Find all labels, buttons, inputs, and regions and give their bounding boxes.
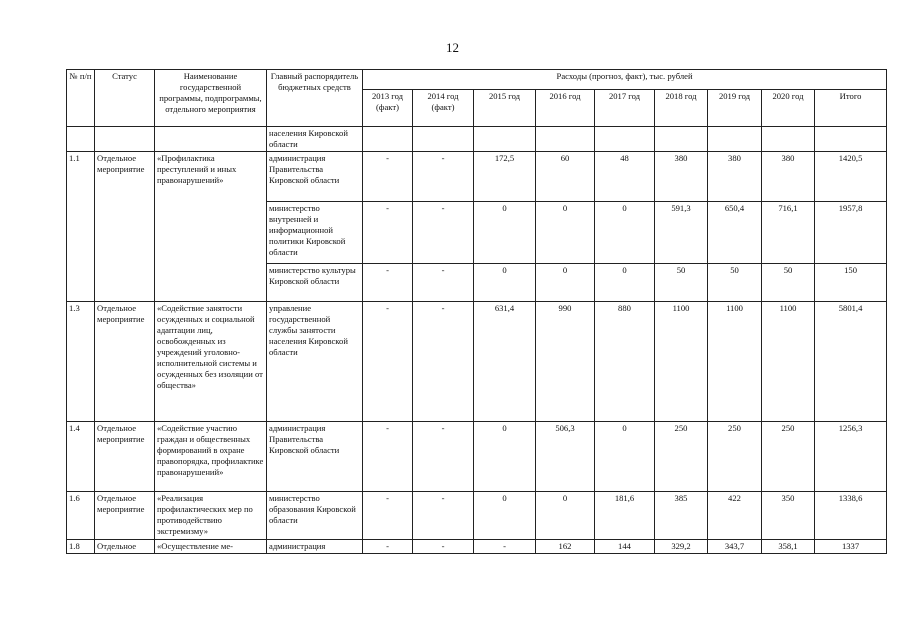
row-value: 144 [595, 540, 655, 554]
row-name: «Содействие занятости осужденных и социальной адаптации лиц, освобожденных из учреждений уголовно-исполнительной системы и осужденных без изоляции от общества» [155, 302, 267, 422]
row-value: 0 [536, 202, 595, 264]
row-value: 506,3 [536, 422, 595, 492]
row-value: 0 [536, 264, 595, 302]
header-year-5: 2018 год [655, 90, 708, 127]
row-value: 0 [474, 492, 536, 540]
row-value: 50 [655, 264, 708, 302]
row-value: - [413, 152, 474, 202]
row-value [815, 127, 887, 152]
row-value: 329,2 [655, 540, 708, 554]
header-status: Статус [95, 70, 155, 127]
row-value [536, 127, 595, 152]
row-number: 1.3 [67, 302, 95, 422]
header-expenses: Расходы (прогноз, факт), тыс. рублей [363, 70, 887, 90]
row-name: «Реализация профилактических мер по противодействию экстремизму» [155, 492, 267, 540]
row-value: 422 [708, 492, 762, 540]
table-row [67, 540, 887, 554]
row-value: - [363, 492, 413, 540]
row-manager: министерство культуры Кировской области [267, 264, 363, 302]
row-value [363, 127, 413, 152]
row-number: 1.1 [67, 152, 95, 302]
row-value: 250 [762, 422, 815, 492]
row-value: 172,5 [474, 152, 536, 202]
row-name: «Профилактика преступлений и иных правонарушений» [155, 152, 267, 302]
row-value: - [363, 264, 413, 302]
row-value: 350 [762, 492, 815, 540]
table-row [67, 492, 887, 540]
row-value: 48 [595, 152, 655, 202]
row-manager: населения Кировской области [267, 127, 363, 152]
row-value: - [363, 152, 413, 202]
row-manager: министерство образования Кировской области [267, 492, 363, 540]
row-number [67, 127, 95, 152]
row-value: - [413, 264, 474, 302]
table-row [67, 152, 887, 202]
row-value: 0 [474, 202, 536, 264]
row-value: 343,7 [708, 540, 762, 554]
header-year-4: 2017 год [595, 90, 655, 127]
row-value: 990 [536, 302, 595, 422]
row-value: 1957,8 [815, 202, 887, 264]
row-value: 1420,5 [815, 152, 887, 202]
row-status: Отдельное мероприятие [95, 302, 155, 422]
row-value: 162 [536, 540, 595, 554]
row-value: 250 [655, 422, 708, 492]
row-value: 60 [536, 152, 595, 202]
header-no: № п/п [67, 70, 95, 127]
header-manager: Главный распорядитель бюджетных средств [267, 70, 363, 127]
row-value: 358,1 [762, 540, 815, 554]
row-value: 380 [762, 152, 815, 202]
row-value [474, 127, 536, 152]
row-value: 716,1 [762, 202, 815, 264]
header-row-1 [67, 70, 887, 90]
row-value: - [363, 302, 413, 422]
row-number: 1.8 [67, 540, 95, 554]
row-value: 1337 [815, 540, 887, 554]
header-year-3: 2016 год [536, 90, 595, 127]
row-status: Отдельное [95, 540, 155, 554]
row-value: - [413, 302, 474, 422]
row-value: 0 [595, 202, 655, 264]
row-value: 380 [708, 152, 762, 202]
row-manager: администрация Правительства Кировской области [267, 422, 363, 492]
row-value: 5801,4 [815, 302, 887, 422]
row-value: - [363, 422, 413, 492]
row-value: 650,4 [708, 202, 762, 264]
header-year-6: 2019 год [708, 90, 762, 127]
header-year-1: 2014 год (факт) [413, 90, 474, 127]
row-value: - [363, 540, 413, 554]
row-value [655, 127, 708, 152]
row-value: 150 [815, 264, 887, 302]
row-value: 0 [595, 264, 655, 302]
row-value: 1338,6 [815, 492, 887, 540]
row-value: 181,6 [595, 492, 655, 540]
row-value: 50 [762, 264, 815, 302]
row-value: 880 [595, 302, 655, 422]
table-row [67, 422, 887, 492]
row-manager: управление государственной службы занятости населения Кировской области [267, 302, 363, 422]
row-status: Отдельное мероприятие [95, 492, 155, 540]
header-year-2: 2015 год [474, 90, 536, 127]
row-value: 0 [595, 422, 655, 492]
header-year-8: Итого [815, 90, 887, 127]
row-value: - [413, 422, 474, 492]
row-value: 1100 [708, 302, 762, 422]
page-number: 12 [446, 40, 459, 55]
row-value: 250 [708, 422, 762, 492]
row-status: Отдельное мероприятие [95, 152, 155, 302]
row-value: - [413, 202, 474, 264]
row-value: 380 [655, 152, 708, 202]
row-value: 385 [655, 492, 708, 540]
row-value [762, 127, 815, 152]
row-name [155, 127, 267, 152]
budget-table [66, 69, 887, 554]
row-manager: администрация [267, 540, 363, 554]
row-value: - [474, 540, 536, 554]
row-value: 1100 [762, 302, 815, 422]
table-row [67, 127, 887, 152]
row-value [595, 127, 655, 152]
row-manager: министерство внутренней и информационной политики Кировской области [267, 202, 363, 264]
row-value: - [413, 492, 474, 540]
row-value: 0 [536, 492, 595, 540]
row-value: 1256,3 [815, 422, 887, 492]
row-value [413, 127, 474, 152]
row-value: 50 [708, 264, 762, 302]
row-number: 1.6 [67, 492, 95, 540]
row-value: 0 [474, 264, 536, 302]
row-value: - [363, 202, 413, 264]
header-year-7: 2020 год [762, 90, 815, 127]
row-value: 631,4 [474, 302, 536, 422]
row-value: - [413, 540, 474, 554]
row-value: 0 [474, 422, 536, 492]
row-value: 591,3 [655, 202, 708, 264]
row-number: 1.4 [67, 422, 95, 492]
row-name: «Содействие участию граждан и общественных формирований в охране правопорядка, профилактике правонарушений» [155, 422, 267, 492]
row-status [95, 127, 155, 152]
row-manager: администрация Правительства Кировской области [267, 152, 363, 202]
row-name: «Осуществление ме- [155, 540, 267, 554]
row-status: Отдельное мероприятие [95, 422, 155, 492]
row-value: 1100 [655, 302, 708, 422]
header-year-0: 2013 год (факт) [363, 90, 413, 127]
header-name: Наименование государственной программы, подпрограммы, отдельного мероприятия [155, 70, 267, 127]
row-value [708, 127, 762, 152]
table-row [67, 302, 887, 422]
